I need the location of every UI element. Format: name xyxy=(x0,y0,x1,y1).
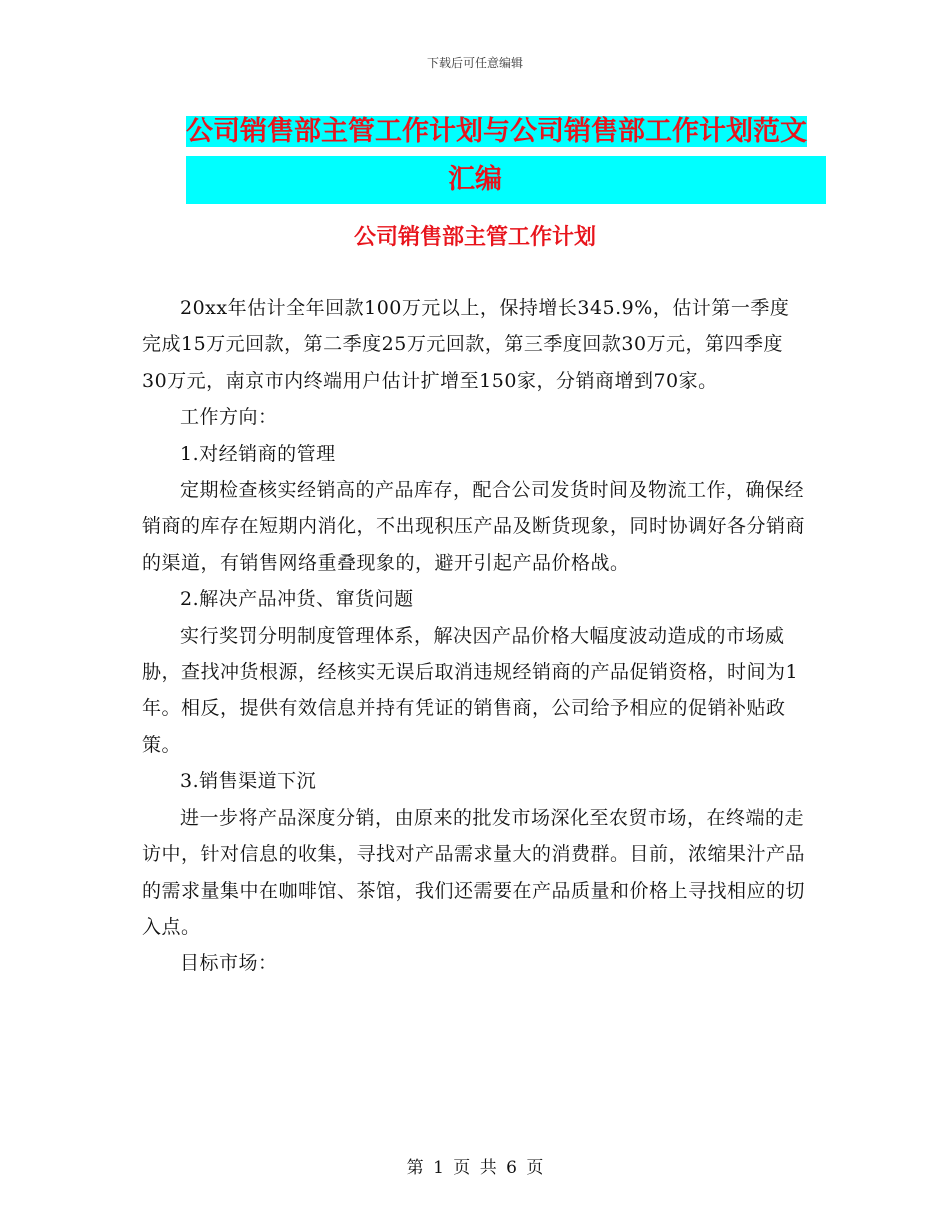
paragraph-revenue-target: 20xx年估计全年回款100万元以上，保持增长345.9%，估计第一季度完成15万元回款，第二季度25万元回款，第三季度回款30万元，第四季度30万元，南京市内终端用户估计扩增至150家，分销商增到70家。 xyxy=(142,297,790,392)
heading-dealer-management: 1.对经销商的管理 xyxy=(180,442,336,465)
paragraph-work-direction: 工作方向： xyxy=(180,406,278,429)
document-title-line-1: 公司销售部主管工作计划与公司销售部工作计划范文 xyxy=(186,116,807,147)
paragraph-target-market: 目标市场： xyxy=(180,952,278,975)
document-body xyxy=(142,290,806,982)
heading-channel-sinking: 3.销售渠道下沉 xyxy=(180,770,317,793)
paragraph-channel-sinking: 进一步将产品深度分销，由原来的批发市场深化至农贸市场，在终端的走访中，针对信息的收集，寻找对产品需求量大的消费群。目前，浓缩果汁产品的需求量集中在咖啡馆、茶馆，我们还需要在产品质量和价格上寻找相应的切入点。 xyxy=(142,806,806,938)
paragraph-dealer-management: 定期检查核实经销高的产品库存，配合公司发货时间及物流工作，确保经销商的库存在短期内消化，不出现积压产品及断货现象，同时协调好各分销商的渠道，有销售网络重叠现象的，避开引起产品价格战。 xyxy=(142,479,806,574)
heading-cross-selling: 2.解决产品冲货、窜货问题 xyxy=(180,588,414,611)
section-title: 公司销售部主管工作计划 xyxy=(353,225,596,250)
document-title xyxy=(186,108,826,204)
document-title-line-2: 汇编 xyxy=(186,156,826,204)
page-footer: 第 1 页 共 6 页 xyxy=(406,1158,544,1178)
header-note: 下载后可任意编辑 xyxy=(426,56,523,70)
paragraph-cross-selling: 实行奖罚分明制度管理体系，解决因产品价格大幅度波动造成的市场威胁，查找冲货根源，经核实无误后取消违规经销商的产品促销资格，时间为1年。相反，提供有效信息并持有凭证的销售商，公司给予相应的促销补贴政策。 xyxy=(142,624,799,756)
